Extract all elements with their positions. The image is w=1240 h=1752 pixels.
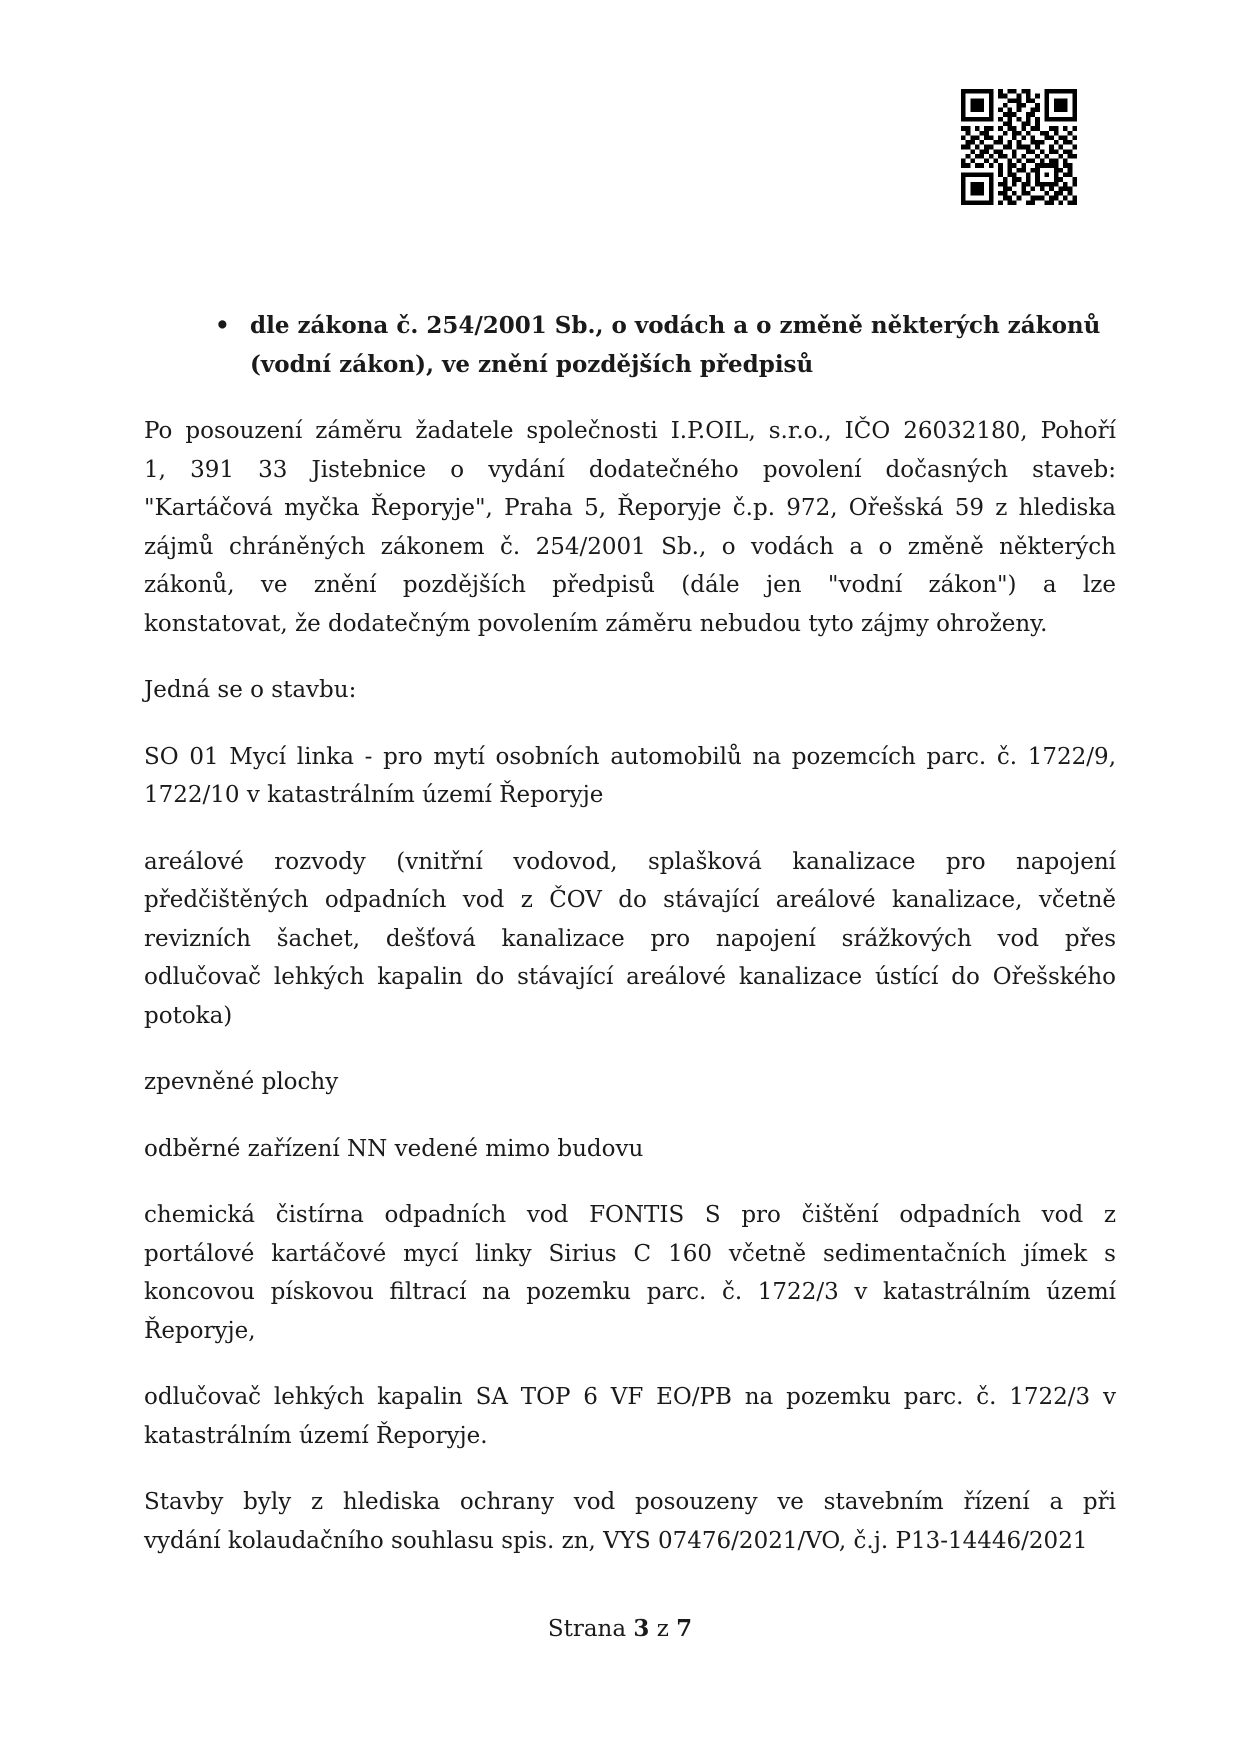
text-line: konstatovat, že dodatečným povolením záměru nebudou tyto zájmy ohroženy. <box>144 610 1048 637</box>
paragraph <box>144 412 1116 643</box>
footer-page-number: 3 <box>633 1615 650 1642</box>
footer-page-label: Strana <box>547 1616 627 1642</box>
text-line: koncovou pískovou filtrací na pozemku parc. č. 1722/3 v katastrálním území <box>144 1279 1116 1305</box>
text-line: zpevněné plochy <box>144 1069 339 1095</box>
text-line: areálové rozvody (vnitřní vodovod, splašková kanalizace pro napojení <box>144 848 1116 875</box>
footer-of-label: z <box>656 1616 669 1642</box>
text-line: chemická čistírna odpadních vod FONTIS S pro čištění odpadních vod z <box>144 1202 1116 1228</box>
text-line: potoka) <box>144 1002 233 1029</box>
qr-code <box>961 89 1077 205</box>
bullet-text-line: dle zákona č. 254/2001 Sb., o vodách a o změně některých zákonů <box>250 312 1101 339</box>
paragraph <box>144 1483 1116 1560</box>
text-line: vydání kolaudačního souhlasu spis. zn, VYS 07476/2021/VO, č.j. P13-14446/2021 <box>144 1527 1088 1554</box>
text-line: odlučovač lehkých kapalin do stávající areálové kanalizace ústící do Ořešského <box>144 964 1116 990</box>
paragraph <box>144 1130 1116 1169</box>
text-line: Jedná se o stavbu: <box>144 677 357 703</box>
text-line: 1722/10 v katastrálním území Řeporyje <box>144 782 604 808</box>
document-body <box>144 307 1116 1560</box>
bullet-text-line: (vodní zákon), ve znění pozdějších předpisů <box>250 350 814 378</box>
text-line: SO 01 Mycí linka - pro mytí osobních automobilů na pozemcích parc. č. 1722/9, <box>144 743 1116 770</box>
text-line: portálové kartáčové mycí linky Sirius C 160 včetně sedimentačních jímek s <box>144 1240 1116 1267</box>
paragraph <box>144 1063 1116 1102</box>
text-line: odlučovač lehkých kapalin SA TOP 6 VF EO/PB na pozemku parc. č. 1722/3 v <box>144 1384 1116 1410</box>
paragraph <box>144 843 1116 1036</box>
text-line: zájmů chráněných zákonem č. 254/2001 Sb., o vodách a o změně některých <box>144 533 1116 560</box>
text-line: zákonů, ve znění pozdějších předpisů (dále jen "vodní zákon") a lze <box>144 572 1116 598</box>
paragraph <box>144 1378 1116 1455</box>
text-line: Řeporyje, <box>144 1317 256 1344</box>
paragraph <box>144 671 1116 710</box>
page-footer <box>0 1610 1240 1649</box>
text-line: 1, 391 33 Jistebnice o vydání dodatečného povolení dočasných staveb: <box>144 456 1116 483</box>
text-line: "Kartáčová myčka Řeporyje", Praha 5, Řeporyje č.p. 972, Ořešská 59 z hlediska <box>144 495 1116 521</box>
footer-total-pages: 7 <box>676 1615 693 1642</box>
bullet-icon: • <box>215 312 230 339</box>
text-line: odběrné zařízení NN vedené mimo budovu <box>144 1135 644 1162</box>
paragraphs <box>144 412 1116 1560</box>
text-line: Stavby byly z hlediska ochrany vod posouzeny ve stavebním řízení a při <box>144 1489 1116 1515</box>
text-line: Po posouzení záměru žadatele společnosti I.P.OIL, s.r.o., IČO 26032180, Pohoří <box>144 418 1116 444</box>
text-line: předčištěných odpadních vod z ČOV do stávající areálové kanalizace, včetně <box>144 887 1116 913</box>
text-line: revizních šachet, dešťová kanalizace pro napojení srážkových vod přes <box>144 925 1116 952</box>
paragraph <box>144 1196 1116 1350</box>
bullet-item <box>144 307 1116 384</box>
text-line: katastrálním území Řeporyje. <box>144 1422 488 1449</box>
paragraph <box>144 738 1116 815</box>
